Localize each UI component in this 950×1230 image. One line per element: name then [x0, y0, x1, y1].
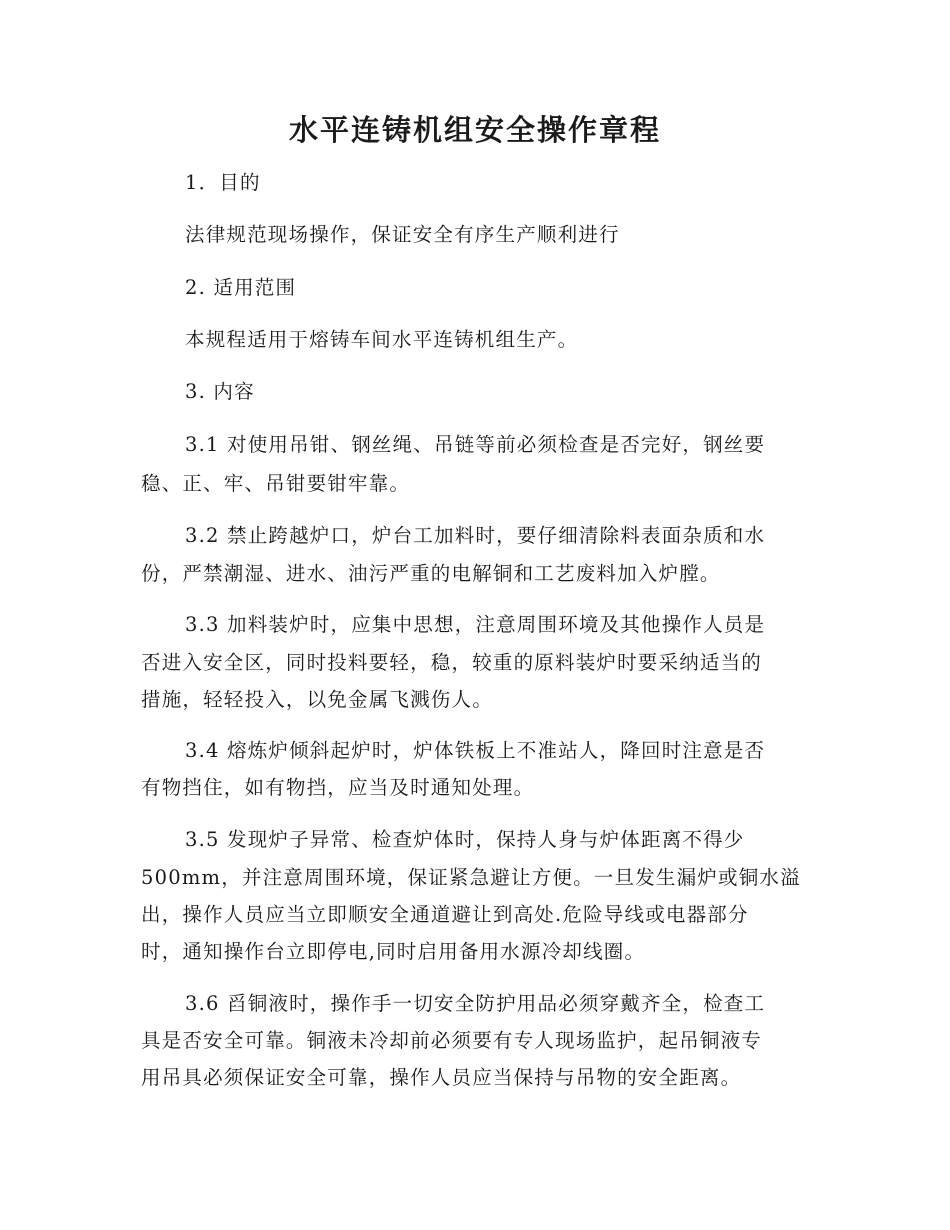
clause-3-4-line-2: 有物挡住，如有物挡，应当及时通知处理。 [141, 776, 535, 799]
clause-3-6-line-1: 3.6 舀铜液时，操作手一切安全防护用品必须穿戴齐全，检查工 [185, 992, 766, 1015]
section-1-heading: 1．目的 [185, 171, 261, 194]
document-title: 水平连铸机组安全操作章程 [288, 113, 661, 147]
clause-3-3-line-2: 否进入安全区，同时投料要轻，稳，较重的原料装炉时要采纳适当的 [141, 651, 763, 674]
section-1-body: 法律规范现场操作，保证安全有序生产顺利进行 [185, 223, 620, 246]
clause-3-5-line-4: 时，通知操作台立即停电,同时启用备用水源冷却线圈。 [141, 940, 646, 963]
clause-3-5-line-1: 3.5 发现炉子异常、检查炉体时，保持人身与炉体距离不得少 [185, 828, 745, 851]
clause-3-1-line-2: 稳、正、牢、吊钳要钳牢靠。 [141, 472, 411, 495]
clause-3-6-line-2: 具是否安全可靠。铜液未冷却前必须要有专人现场监护，起吊铜液专 [141, 1029, 763, 1052]
clause-3-3-line-3: 措施，轻轻投入，以免金属飞溅伤人。 [141, 688, 493, 711]
section-2-heading: 2. 适用范围 [185, 276, 297, 299]
clause-3-6-line-3: 用吊具必须保证安全可靠，操作人员应当保持与吊物的安全距离。 [141, 1066, 742, 1089]
clause-3-1-line-1: 3.1 对使用吊钳、钢丝绳、吊链等前必须检查是否完好，钢丝要 [185, 433, 766, 456]
clause-3-4-line-1: 3.4 熔炼炉倾斜起炉时，炉体铁板上不准站人，降回时注意是否 [185, 739, 766, 762]
clause-3-5-line-2: 500mm，并注意周围环境，保证紧急避让方便。一旦发生漏炉或铜水溢 [141, 866, 801, 889]
clause-3-5-line-3: 出，操作人员应当立即顺安全通道避让到高处.危险导线或电器部分 [141, 903, 749, 926]
clause-3-3-line-1: 3.3 加料装炉时，应集中思想，注意周围环境及其他操作人员是 [185, 613, 766, 636]
clause-3-2-line-1: 3.2 禁止跨越炉口，炉台工加料时，要仔细清除料表面杂质和水 [185, 524, 766, 547]
section-2-body: 本规程适用于熔铸车间水平连铸机组生产。 [185, 328, 579, 351]
clause-3-2-line-2: 份，严禁潮湿、进水、油污严重的电解铜和工艺废料加入炉膛。 [141, 562, 721, 585]
section-3-heading: 3. 内容 [185, 380, 255, 403]
